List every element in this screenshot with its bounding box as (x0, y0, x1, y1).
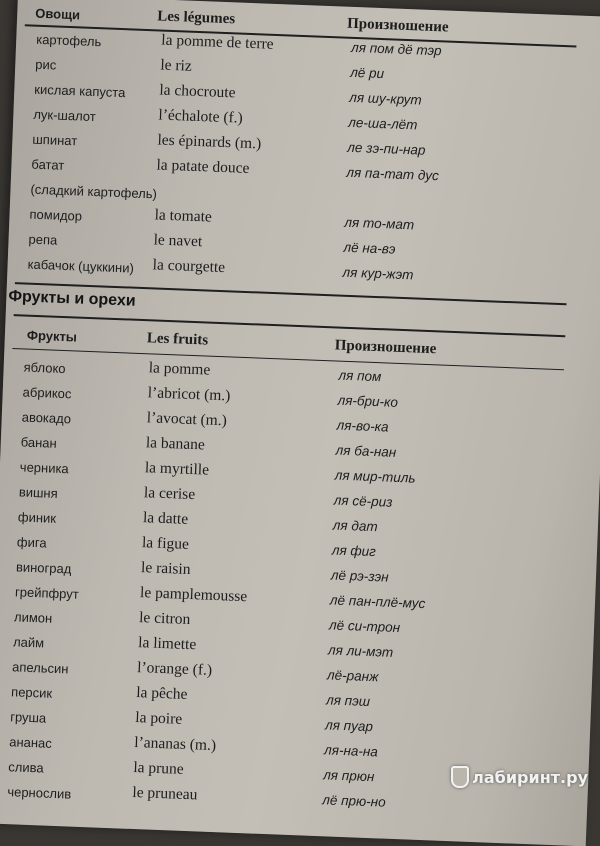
french-word: l’échalote (f.) (158, 106, 243, 127)
russian-word: кабачок (цуккини) (27, 257, 134, 276)
french-word: la poire (135, 709, 183, 729)
french-word: le riz (160, 57, 192, 76)
french-word: la patate douce (156, 156, 250, 178)
pronunciation: лё на-вэ (343, 240, 396, 257)
french-word: le pruneau (132, 784, 198, 804)
french-word: les épinards (m.) (157, 131, 261, 153)
russian-word: картофель (36, 32, 102, 49)
french-word: la banane (146, 434, 206, 454)
russian-word: банан (21, 434, 58, 450)
pronunciation: ля дат (333, 517, 378, 534)
russian-word: рис (35, 57, 57, 73)
pronunciation: ля па-тат дус (346, 165, 439, 184)
russian-word: авокадо (21, 409, 71, 426)
russian-word: апельсин (12, 659, 69, 676)
pronunciation: ля ли-мэт (328, 642, 394, 659)
french-word: la figue (142, 534, 190, 554)
col-header-ru: Овощи (35, 6, 80, 23)
russian-word: фига (17, 534, 47, 550)
russian-word: лук-шалот (33, 107, 96, 124)
russian-word: помидор (29, 207, 82, 224)
russian-word: батат (31, 157, 64, 173)
french-word: la pomme (148, 359, 210, 379)
french-word: la pêche (136, 684, 188, 704)
french-word: la courgette (152, 256, 225, 277)
section-title: Фрукты и орехи (8, 288, 136, 311)
french-word: l’avocat (m.) (146, 409, 227, 430)
russian-word: груша (10, 709, 47, 725)
russian-word: слива (8, 759, 44, 775)
pronunciation: ля-во-ка (336, 418, 389, 435)
pronunciation: лё-ранж (327, 667, 379, 684)
col-header-pron: Произношение (347, 16, 449, 37)
pronunciation: ля ба-нан (335, 443, 396, 460)
pronunciation: лё пан-плё-мус (330, 592, 426, 611)
labirint-logo-icon (451, 766, 469, 788)
french-word: l’abricot (m.) (147, 384, 230, 405)
pronunciation: ля пэш (326, 692, 370, 709)
pronunciation: ля пом дё тэр (351, 40, 442, 58)
pronunciation: ля мир-тиль (334, 468, 415, 486)
french-word: la datte (143, 509, 189, 529)
russian-word: персик (11, 684, 52, 701)
pronunciation: лё си-трон (329, 617, 401, 635)
french-word: la cerise (144, 484, 196, 504)
col-header-ru: Фрукты (27, 328, 78, 345)
pronunciation: ля-на-на (324, 742, 378, 759)
french-word: la myrtille (145, 459, 210, 479)
russian-word: черника (20, 459, 69, 476)
russian-word: (сладкий картофель) (30, 182, 157, 202)
col-header-fr: Les légumes (157, 8, 236, 28)
col-header-fr: Les fruits (147, 330, 209, 349)
french-word: l’ananas (m.) (134, 734, 216, 755)
russian-word: чернослив (7, 784, 71, 801)
russian-word: яблоко (23, 359, 65, 376)
russian-word: лимон (14, 609, 53, 625)
russian-word: вишня (19, 484, 58, 500)
russian-word: лайм (13, 634, 45, 650)
french-word: la pomme de terre (161, 32, 274, 54)
french-word: la chocroute (159, 82, 236, 103)
russian-word: ананас (9, 734, 52, 751)
russian-word: грейпфрут (15, 584, 79, 601)
watermark-text: лабиринт.ру (472, 768, 588, 787)
pronunciation: ля пом (338, 368, 381, 385)
french-word: le navet (153, 231, 202, 251)
russian-word: репа (28, 232, 57, 248)
russian-word: кислая капуста (34, 82, 126, 100)
french-word: l’orange (f.) (137, 659, 213, 680)
french-word: la prune (133, 759, 184, 779)
vegetables-list (7, 24, 576, 295)
pronunciation: ле зэ-пи-нар (347, 140, 426, 158)
pronunciation: лё ри (350, 65, 384, 81)
vegetables-section (7, 0, 577, 295)
russian-word: шпинат (32, 132, 77, 149)
pronunciation: ля то-мат (344, 215, 414, 233)
pronunciation: ля шу-крут (349, 90, 422, 108)
col-header-pron: Произношение (334, 337, 436, 358)
russian-word: абрикос (22, 384, 71, 401)
french-word: la tomate (154, 206, 212, 226)
pronunciation: ля сё-риз (334, 493, 393, 510)
pronunciation: лё прю-но (322, 792, 386, 809)
fruits-list (0, 352, 564, 823)
pronunciation: ле-ша-лёт (348, 115, 418, 133)
fruits-section (0, 316, 565, 817)
french-word: la limette (138, 634, 197, 654)
pronunciation: ля прюн (323, 767, 375, 784)
french-word: le citron (139, 609, 191, 629)
french-word: le raisin (141, 559, 191, 579)
pronunciation: ля-бри-ко (337, 393, 398, 410)
russian-word: виноград (16, 559, 72, 576)
watermark (451, 766, 588, 788)
pronunciation: ля пуар (325, 717, 373, 734)
russian-word: финик (18, 509, 57, 525)
pronunciation: лё рэ-зэн (331, 567, 389, 584)
pronunciation: ля фиг (332, 542, 377, 559)
french-word: le pamplemousse (140, 584, 248, 606)
pronunciation: ля кур-жэт (342, 265, 413, 283)
